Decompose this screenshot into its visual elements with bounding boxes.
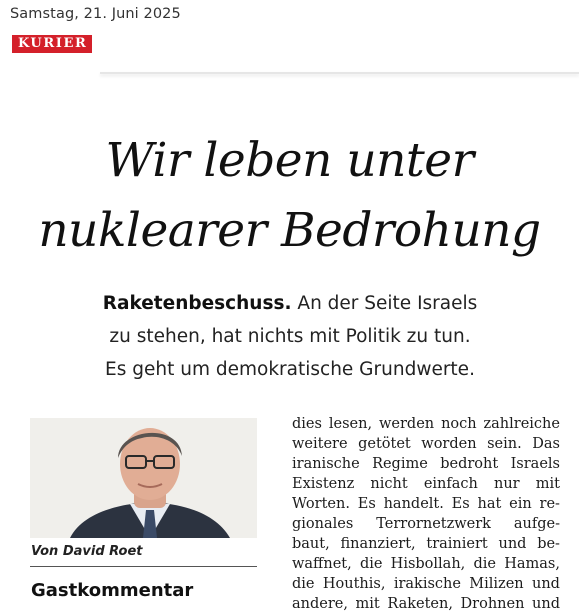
body-word: handelt. (383, 496, 444, 512)
body-text-line (292, 554, 560, 574)
body-word: trainiert (426, 536, 488, 552)
body-word: Raketen, (387, 596, 453, 612)
body-word: zahlreiche (483, 416, 560, 432)
body-text-line (292, 454, 560, 474)
body-word: die (473, 556, 497, 572)
body-word: Es (357, 496, 376, 512)
body-word: und (498, 536, 527, 552)
lead-line-2: zu stehen, hat nichts mit Politik zu tun. (109, 326, 471, 347)
byline-divider (30, 566, 257, 567)
body-word: lesen, (328, 416, 373, 432)
lead-paragraph (30, 287, 550, 386)
body-word: Houthis, (322, 576, 386, 592)
body-word: nur (494, 476, 520, 492)
body-word: worden (421, 436, 477, 452)
body-word: Drohnen (460, 596, 525, 612)
body-word: Israels (510, 456, 560, 472)
article-body-column (292, 414, 560, 614)
author-portrait-image (30, 418, 257, 538)
headline (0, 126, 579, 266)
body-word: finanziert, (340, 536, 416, 552)
kurier-logo: KURIER (12, 35, 92, 53)
body-word: mit (355, 596, 380, 612)
body-word: waffnet, (292, 556, 352, 572)
lead-kicker: Raketenbeschuss. (102, 293, 292, 314)
body-word: bedroht (440, 456, 499, 472)
lead-line-3: Es geht um demokratische Grundwerte. (105, 359, 475, 380)
body-text-line (292, 414, 560, 434)
body-word: Hamas, (504, 556, 560, 572)
body-word: baut, (292, 536, 330, 552)
body-text-line (292, 574, 560, 594)
body-word: aufge- (513, 516, 560, 532)
body-text-line (292, 514, 560, 534)
body-word: dies (292, 416, 322, 432)
body-word: Milizen (469, 576, 524, 592)
body-word: ein (509, 496, 532, 512)
body-word: die (292, 576, 315, 592)
header-divider (100, 72, 579, 74)
body-word: andere, (292, 596, 348, 612)
author-byline: Von David Roet (31, 544, 143, 559)
body-word: Es (451, 496, 470, 512)
body-text-line (292, 474, 560, 494)
body-word: nicht (370, 476, 408, 492)
body-word: mit (535, 476, 560, 492)
body-word: re- (539, 496, 560, 512)
body-word: werden (379, 416, 435, 432)
body-text-line (292, 434, 560, 454)
body-word: Terrornetzwerk (376, 516, 491, 532)
body-word: hat (477, 496, 502, 512)
body-word: sein. (487, 436, 522, 452)
body-word: die (359, 556, 383, 572)
body-text-line (292, 534, 560, 554)
section-label: Gastkommentar (31, 580, 194, 601)
headline-line-2: nuklearer Bedrohung (38, 203, 541, 258)
body-word: Existenz (292, 476, 355, 492)
body-word: gionales (292, 516, 354, 532)
publication-date: Samstag, 21. Juni 2025 (10, 6, 181, 22)
headline-line-1: Wir leben unter (105, 133, 474, 188)
body-text-line (292, 594, 560, 614)
body-word: weitere (292, 436, 348, 452)
body-word: und (531, 576, 560, 592)
lead-line-1: An der Seite Israels (291, 293, 478, 314)
body-text-line (292, 494, 560, 514)
body-word: einfach (423, 476, 478, 492)
body-word: Worten. (292, 496, 350, 512)
body-word: Regime (372, 456, 428, 472)
body-word: be- (537, 536, 560, 552)
body-word: getötet (358, 436, 411, 452)
body-word: Hisbollah, (390, 556, 466, 572)
body-word: Das (532, 436, 560, 452)
body-word: und (532, 596, 560, 612)
body-word: noch (441, 416, 477, 432)
body-word: irakische (393, 576, 461, 592)
author-photo (30, 418, 257, 538)
body-word: iranische (292, 456, 360, 472)
